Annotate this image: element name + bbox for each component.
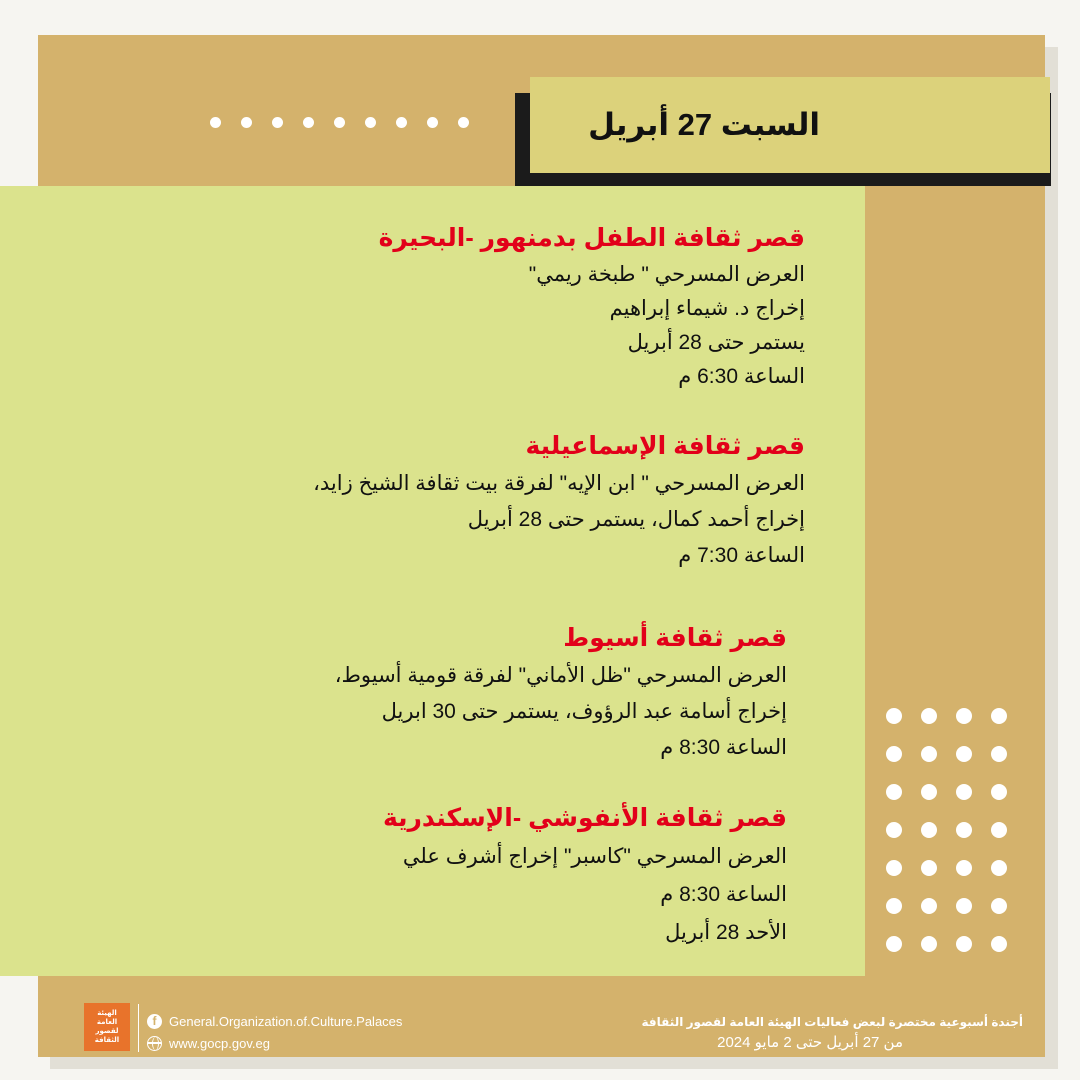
- dot-icon: [991, 822, 1007, 838]
- logo-text: الهيئة: [97, 1010, 117, 1017]
- dot-icon: [921, 822, 937, 838]
- organization-logo: [84, 1003, 130, 1051]
- footer-divider: [138, 1004, 139, 1052]
- date-label: السبت 27 أبريل: [588, 107, 820, 142]
- dot-icon: [272, 117, 283, 128]
- event-line: إخراج د. شيماء إبراهيم: [609, 297, 805, 320]
- facebook-link[interactable]: [147, 1011, 402, 1031]
- dot-icon: [241, 117, 252, 128]
- dot-icon: [956, 746, 972, 762]
- dot-icon: [210, 117, 221, 128]
- dot-icon: [458, 117, 469, 128]
- decorative-dots-grid: [886, 708, 1007, 952]
- dot-icon: [886, 708, 902, 724]
- event-item: [379, 218, 805, 394]
- event-line: الساعة 7:30 م: [678, 544, 805, 567]
- event-venue: قصر ثقافة الطفل بدمنهور -البحيرة: [378, 224, 805, 252]
- agenda-range: من 27 أبريل حتى 2 مايو 2024: [717, 1034, 903, 1051]
- event-line: الأحد 28 أبريل: [665, 921, 787, 944]
- dot-icon: [886, 784, 902, 800]
- dot-icon: [956, 822, 972, 838]
- website-label: www.gocp.gov.eg: [169, 1035, 270, 1051]
- logo-text: العامة: [96, 1019, 118, 1026]
- event-line: العرض المسرحي "كاسبر" إخراج أشرف علي: [402, 845, 787, 868]
- event-line: يستمر حتى 28 أبريل: [627, 331, 805, 354]
- event-line: إخراج أسامة عبد الرؤوف، يستمر حتى 30 ابريل: [381, 700, 787, 723]
- event-line: الساعة 6:30 م: [678, 365, 805, 388]
- dot-icon: [956, 708, 972, 724]
- dot-icon: [991, 784, 1007, 800]
- dot-icon: [886, 860, 902, 876]
- logo-text: الثقافة: [94, 1037, 120, 1044]
- event-venue: قصر ثقافة الأنفوشي -الإسكندرية: [382, 804, 787, 832]
- event-item: [335, 618, 787, 766]
- dot-icon: [921, 708, 937, 724]
- event-item: [313, 426, 805, 574]
- dot-icon: [921, 746, 937, 762]
- dot-icon: [956, 936, 972, 952]
- event-line: العرض المسرحي "ظل الأماني" لفرقة قومية أسيوط،: [334, 664, 787, 687]
- dot-icon: [956, 860, 972, 876]
- logo-text: لقصور: [95, 1028, 119, 1035]
- event-line: الساعة 8:30 م: [660, 736, 787, 759]
- dot-icon: [921, 936, 937, 952]
- event-venue: قصر ثقافة الإسماعيلية: [525, 432, 805, 460]
- decorative-dots-top: [210, 117, 469, 128]
- event-line: العرض المسرحي " طبخة ريمي": [528, 263, 805, 286]
- event-line: العرض المسرحي " ابن الإيه" لفرقة بيت ثقافة الشيخ زايد،: [313, 472, 805, 495]
- dot-icon: [991, 860, 1007, 876]
- dot-icon: [921, 860, 937, 876]
- dot-icon: [886, 822, 902, 838]
- dot-icon: [365, 117, 376, 128]
- facebook-icon: f: [147, 1014, 162, 1029]
- dot-icon: [921, 784, 937, 800]
- agenda-title: أجندة أسبوعية مختصرة لبعض فعاليات الهيئة العامة لقصور الثقافة: [641, 1015, 1023, 1029]
- facebook-page-label: General.Organization.of.Culture.Palaces: [169, 1013, 403, 1029]
- dot-icon: [334, 117, 345, 128]
- footer-contacts: [147, 1011, 402, 1055]
- date-header: [530, 77, 1050, 173]
- footer-agenda: [642, 1013, 1023, 1055]
- dot-icon: [991, 898, 1007, 914]
- event-item: [383, 798, 787, 952]
- dot-icon: [427, 117, 438, 128]
- dot-icon: [921, 898, 937, 914]
- dot-icon: [886, 936, 902, 952]
- website-link[interactable]: [147, 1033, 402, 1053]
- event-venue: قصر ثقافة أسيوط: [563, 624, 787, 652]
- dot-icon: [886, 898, 902, 914]
- globe-icon: [147, 1036, 162, 1051]
- dot-icon: [956, 784, 972, 800]
- dot-icon: [303, 117, 314, 128]
- dot-icon: [396, 117, 407, 128]
- dot-icon: [991, 746, 1007, 762]
- event-line: إخراج أحمد كمال، يستمر حتى 28 أبريل: [467, 508, 805, 531]
- dot-icon: [956, 898, 972, 914]
- dot-icon: [886, 746, 902, 762]
- event-line: الساعة 8:30 م: [660, 883, 787, 906]
- dot-icon: [991, 936, 1007, 952]
- dot-icon: [991, 708, 1007, 724]
